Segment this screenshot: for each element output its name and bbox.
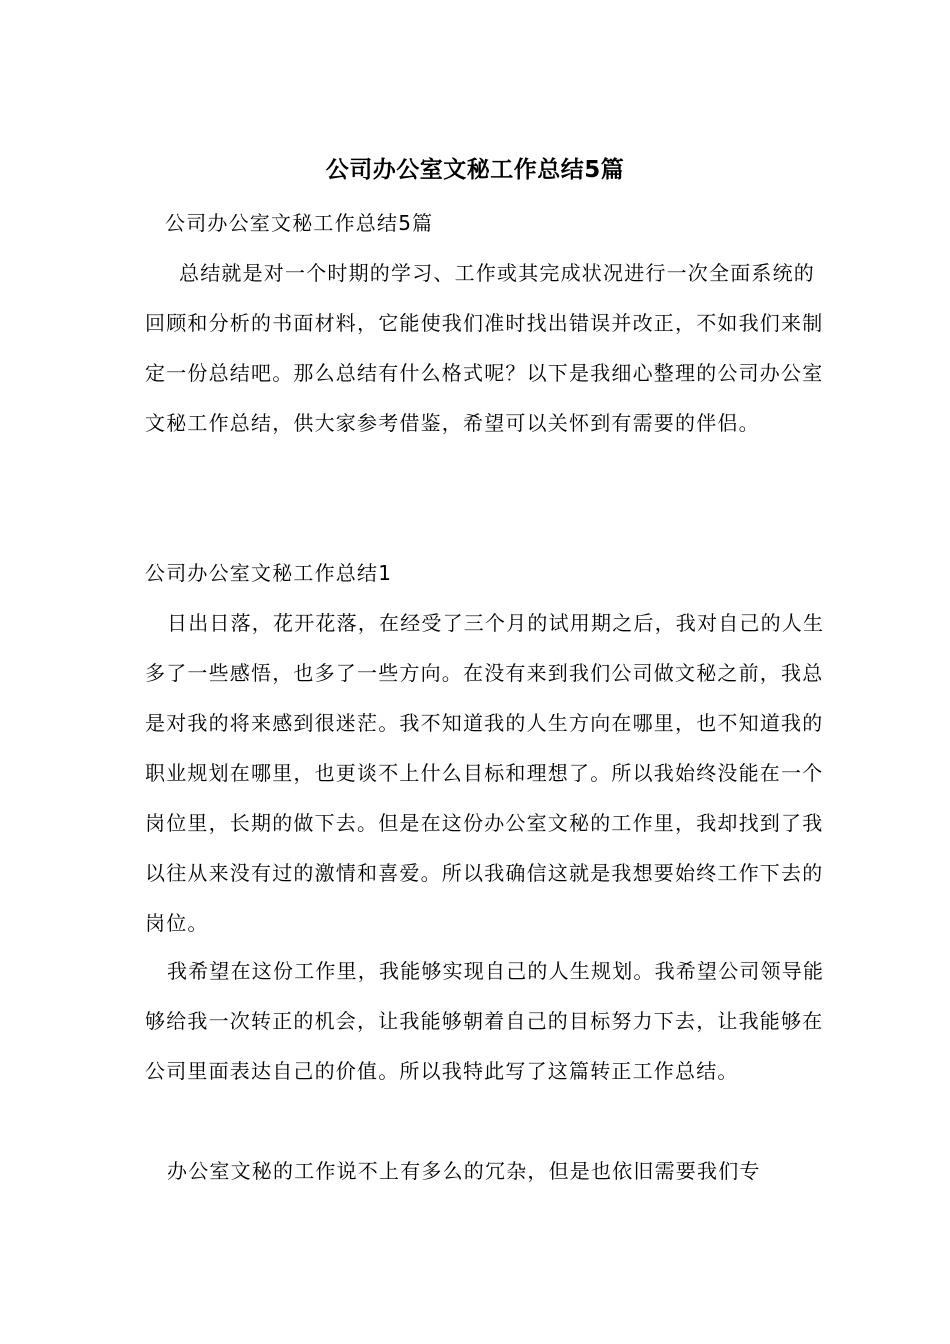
body-paragraph-3: 办公室文秘的工作说不上有多么的冗杂，但是也依旧需要我们专	[167, 1159, 761, 1183]
document-title: 公司办公室文秘工作总结5篇	[325, 157, 625, 183]
body-paragraph-2: 我希望在这份工作里，我能够实现自己的人生规划。我希望公司领导能够给我一次转正的机会，让我能够朝着自己的目标努力下去，让我能够在公司里面表达自己的价值。所以我特此写了这篇转正工作总结。	[145, 959, 825, 1083]
body-paragraph-1: 日出日落，花开花落，在经受了三个月的试用期之后，我对自己的人生多了一些感悟，也多了一些方向。在没有来到我们公司做文秘之前，我总是对我的将来感到很迷茫。我不知道我的人生方向在哪里，也不知道我的职业规划在哪里，也更谈不上什么目标和理想了。所以我始终没能在一个岗位里，长期的做下去。但是在这份办公室文秘的工作里，我却找到了我以往从来没有过的激情和喜爱。所以我确信这就是我想要始终工作下去的岗位。	[145, 611, 825, 935]
intro-paragraph: 总结就是对一个时期的学习、工作或其完成状况进行一次全面系统的回顾和分析的书面材料，它能使我们准时找出错误并改正，不如我们来制定一份总结吧。那么总结有什么格式呢？以下是我细心整理的公司办公室文秘工作总结，供大家参考借鉴，希望可以关怀到有需要的伴侣。	[145, 261, 824, 435]
document-subtitle: 公司办公室文秘工作总结5篇	[165, 211, 434, 235]
section-heading: 公司办公室文秘工作总结1	[145, 561, 393, 585]
